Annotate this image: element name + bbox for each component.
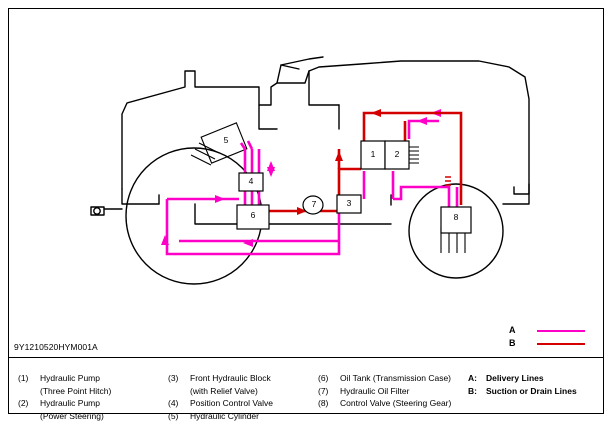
line-type-key [509,324,589,350]
legend-key-b [468,385,603,398]
callout-5: 5 [223,135,229,145]
legend-item-5 [168,410,318,423]
delivery-lines-magenta [167,121,457,254]
line-type-key-swatch-b [537,343,585,345]
line-type-key-row-a [509,324,589,337]
legend-item-3-cont [168,385,318,398]
callout-3: 3 [346,198,352,208]
legend [9,358,603,421]
legend-key-a [468,372,603,385]
flow-arrows-magenta [161,109,441,247]
legend-item-7-line1: Hydraulic Oil Filter [340,385,410,396]
legend-key-a-symbol: A: [468,373,477,383]
legend-item-1-line1: Hydraulic Pump [40,373,100,383]
legend-item-8-num: (8) [318,398,329,408]
legend-key-b-label: Suction or Drain Lines [486,385,577,396]
line-type-key-label-b: B [509,338,516,348]
legend-item-2-line1: Hydraulic Pump [40,398,100,408]
callout-8: 8 [453,212,459,222]
legend-key-b-symbol: B: [468,385,477,396]
legend-item-1-num: (1) [18,373,29,383]
line-type-key-label-a: A [509,325,516,335]
legend-item-1-cont [18,385,168,398]
legend-key-a-label: Delivery Lines [486,373,544,383]
legend-item-5-num: (5) [168,410,179,421]
legend-item-8-line1: Control Valve (Steering Gear) [340,398,452,408]
legend-item-3-line1: Front Hydraulic Block [190,373,271,383]
legend-item-3-num: (3) [168,373,179,383]
line-type-key-row-b [509,337,589,350]
legend-item-2-line2: (Power Steering) [40,410,104,421]
legend-column-1 [18,372,168,422]
callout-2: 2 [394,149,400,159]
hydraulic-circuit-diagram [9,9,603,350]
legend-item-2-num: (2) [18,398,29,408]
line-type-key-swatch-a [537,330,585,332]
drawing-code: 9Y1210520HYM001A [14,342,98,352]
legend-item-6-line1: Oil Tank (Transmission Case) [340,373,452,383]
legend-item-2 [18,397,168,410]
legend-item-5-line1: Hydraulic Cylinder [190,410,259,421]
legend-column-4 [468,372,603,397]
legend-column-2 [168,372,318,422]
callout-4: 4 [248,176,254,186]
legend-item-2-cont [18,410,168,423]
legend-item-1 [18,372,168,385]
legend-item-4 [168,397,318,410]
legend-item-8 [318,397,468,410]
legend-item-7-num: (7) [318,385,329,396]
callout-7: 7 [311,199,317,209]
legend-column-3 [318,372,468,410]
callout-6: 6 [250,210,256,220]
legend-item-7 [318,385,468,398]
legend-item-3 [168,372,318,385]
legend-item-6-num: (6) [318,373,329,383]
legend-item-1-line2: (Three Point Hitch) [40,385,112,396]
pump-detail [409,147,419,163]
callout-1: 1 [370,149,376,159]
legend-item-3-line2: (with Relief Valve) [190,385,258,396]
tractor-outline-svg [9,9,603,350]
legend-item-4-num: (4) [168,398,179,408]
legend-item-6 [318,372,468,385]
legend-item-4-line1: Position Control Valve [190,398,273,408]
